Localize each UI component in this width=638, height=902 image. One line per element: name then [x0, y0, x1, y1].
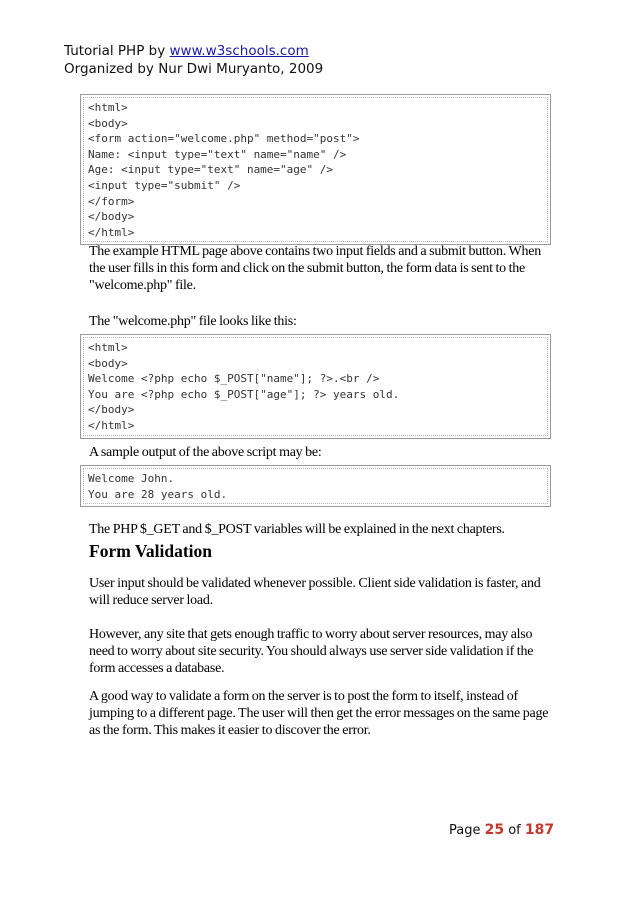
w3schools-link[interactable]: www.w3schools.com	[169, 43, 309, 59]
section-heading: Form Validation	[89, 541, 213, 561]
paragraph-form-description: The example HTML page above contains two input fields and a submit button. When the user fills in this form and click on the submit button, the form data is sent to the "welcome.php" file.	[89, 244, 541, 293]
paragraph-sample-output: A sample output of the above script may be:	[89, 445, 322, 460]
page-header	[64, 42, 323, 78]
page-footer	[449, 822, 554, 838]
code-block-welcome	[80, 334, 551, 439]
code-block-form	[80, 94, 551, 245]
code-text-welcome: <html> <body> Welcome <?php echo $_POST["name"]; ?>.<br /> You are <?php echo $_POST["age"]; ?> years old. </body> </html>	[83, 337, 548, 436]
page-total: 187	[524, 822, 555, 838]
code-block-output	[80, 465, 551, 507]
paragraph-validation-3: A good way to validate a form on the server is to post the form to itself, instead of jumping to a different page. The user will then get the error messages on the same page as the form. This makes it easier to discover the error.	[89, 689, 549, 738]
paragraph-get-post: The PHP $_GET and $_POST variables will be explained in the next chapters.	[89, 522, 505, 537]
paragraph-validation-2: However, any site that gets enough traffic to worry about server resources, may also need to worry about site security. You should always use server side validation if the form accesses a database.	[89, 627, 534, 676]
paragraph-validation-1: User input should be validated whenever possible. Client side validation is faster, and will reduce server load.	[89, 576, 541, 608]
code-text-form: <html> <body> <form action="welcome.php" method="post"> Name: <input type="text" name="name" /> Age: <input type="text" name="age" /> <input type="submit" /> </form> </body> </html>	[83, 97, 548, 242]
paragraph-welcome-intro: The "welcome.php" file looks like this:	[89, 314, 297, 329]
header-line-2: Organized by Nur Dwi Muryanto, 2009	[64, 61, 324, 77]
header-line-1	[64, 42, 323, 60]
header-prefix: Tutorial PHP by	[64, 43, 170, 59]
page-label: Page	[449, 823, 485, 838]
code-text-output: Welcome John. You are 28 years old.	[83, 468, 548, 504]
of-label: of	[504, 823, 525, 838]
page-number: 25	[484, 822, 505, 838]
